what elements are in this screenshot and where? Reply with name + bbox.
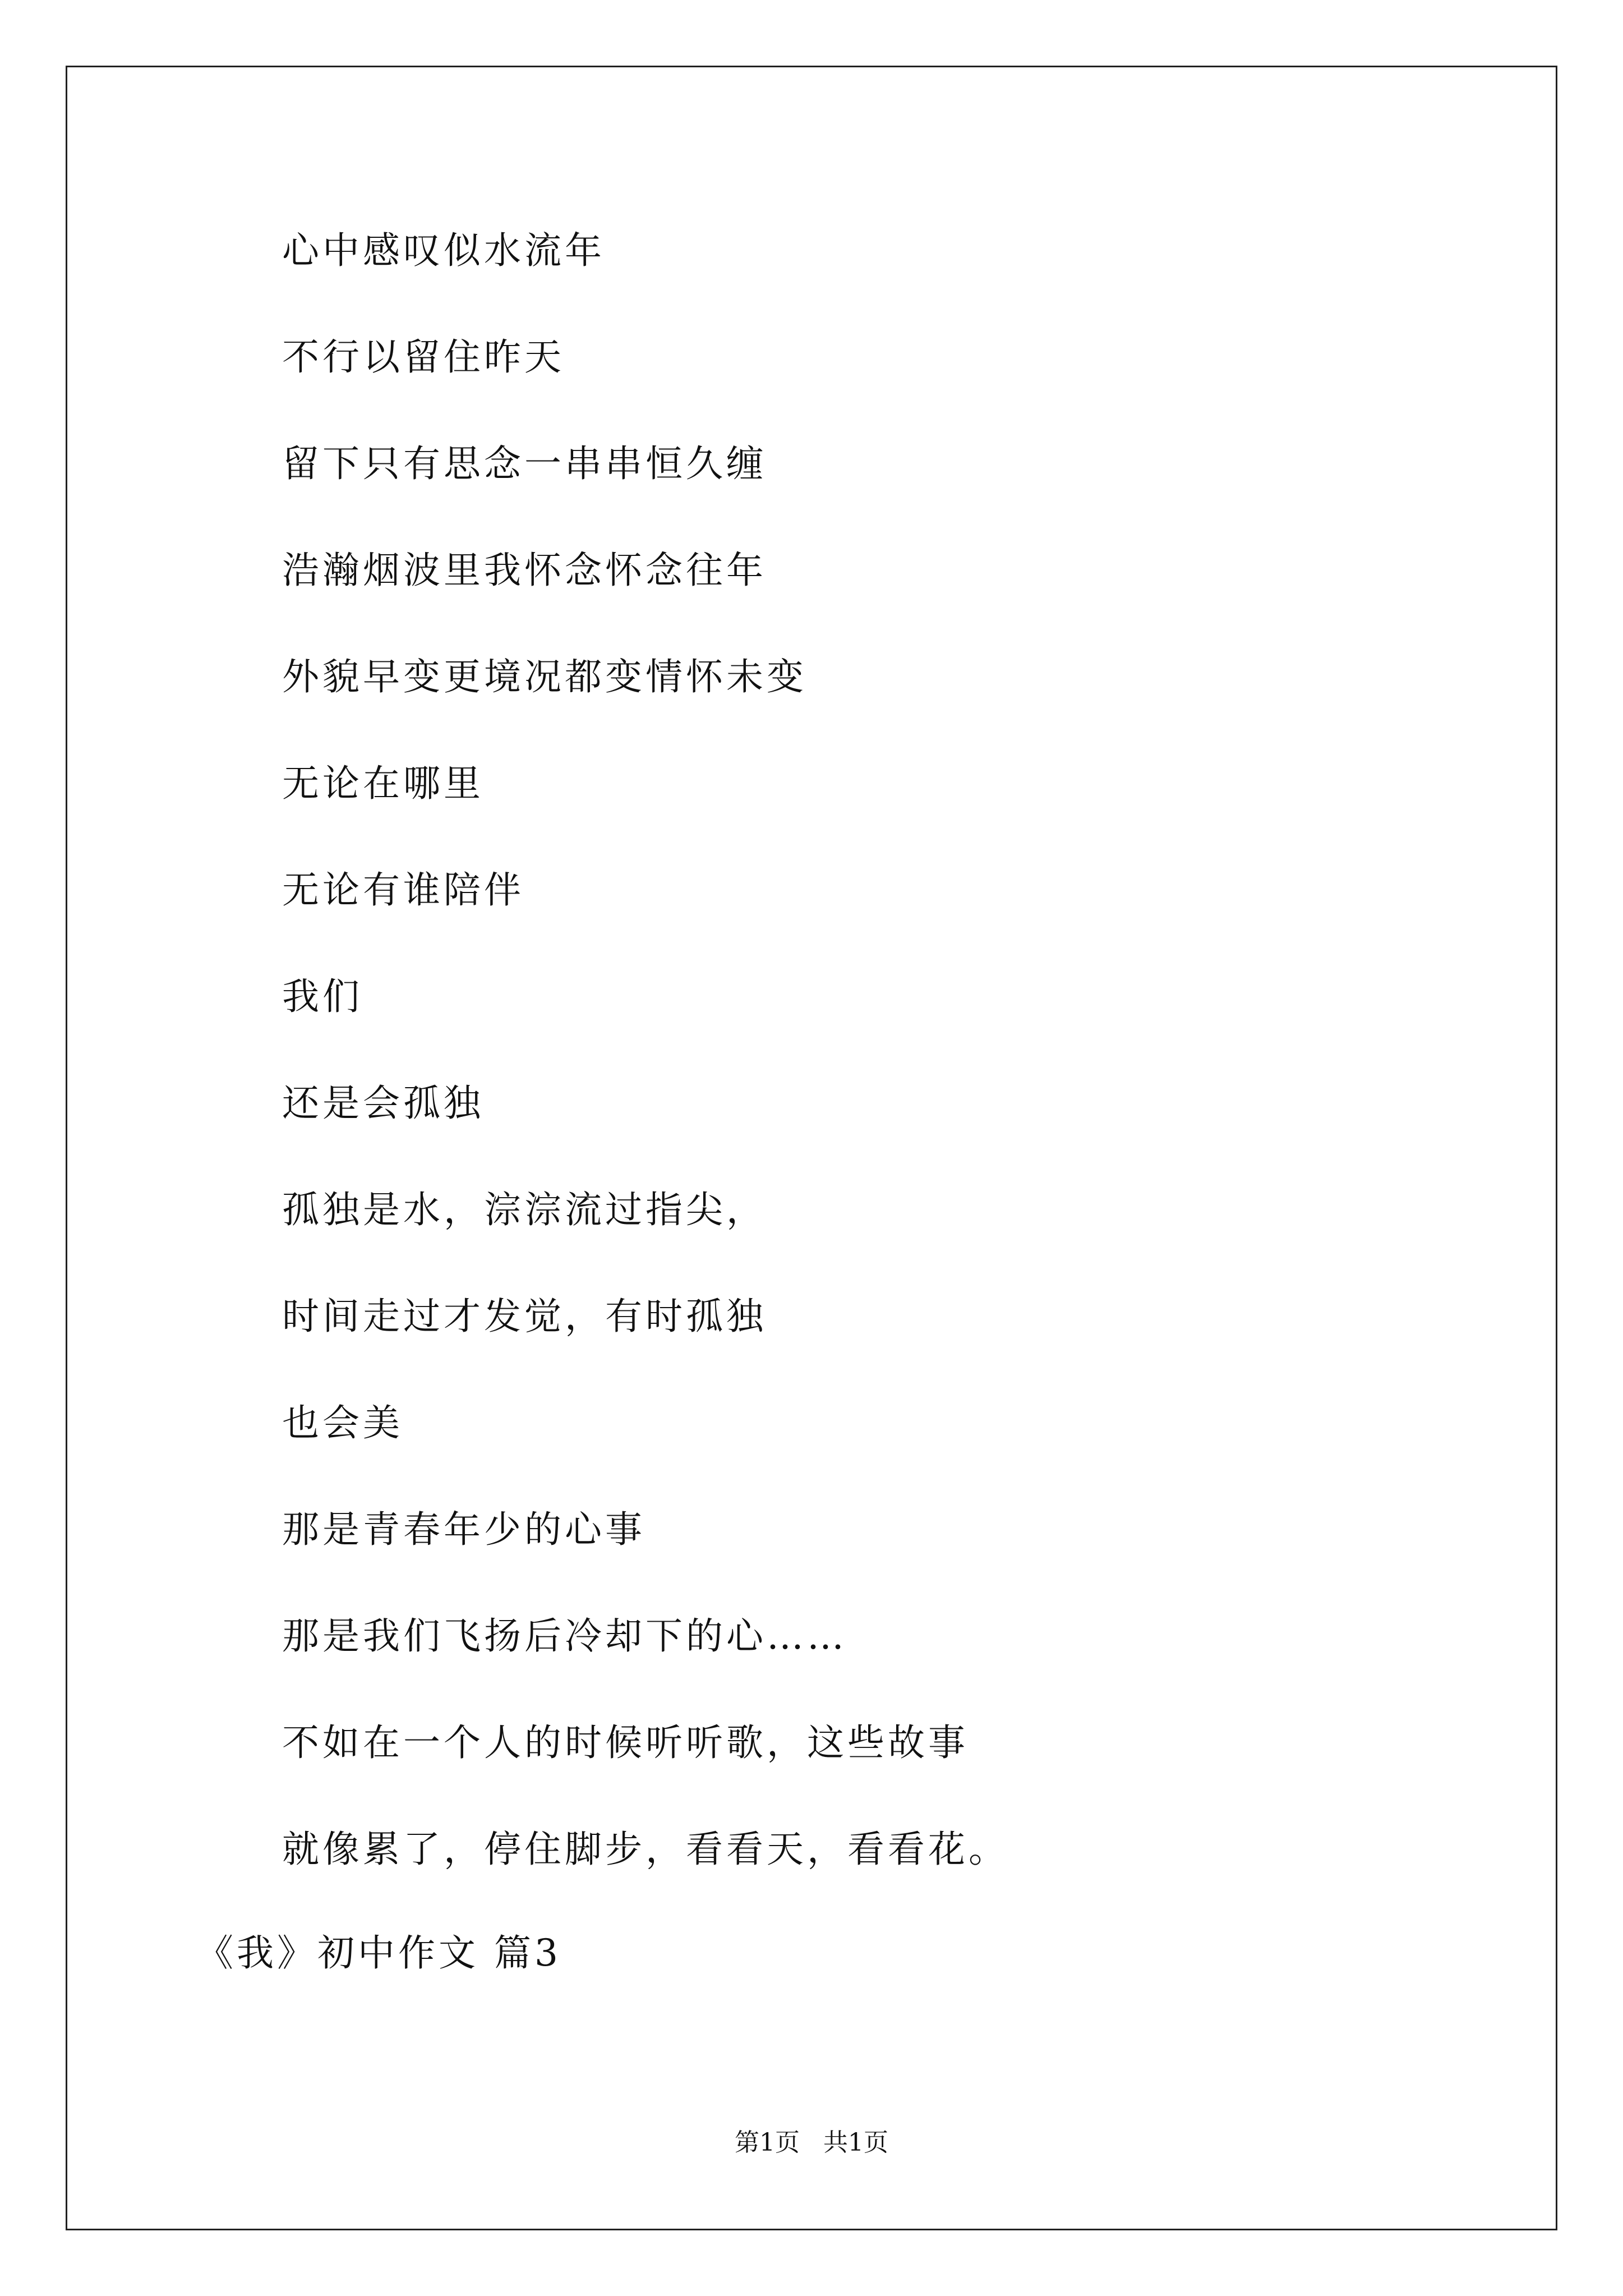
text-line: 外貌早变更境况都变情怀未变: [282, 655, 807, 698]
page-footer: 第1页 共1页: [735, 2128, 888, 2157]
section-heading: 《我》初中作文 篇3: [196, 1931, 561, 1975]
text-line: 我们: [282, 975, 363, 1018]
text-line: 也会美: [282, 1401, 403, 1444]
text-line: 无论有谁陪伴: [282, 868, 524, 912]
text-line: 浩瀚烟波里我怀念怀念往年: [282, 549, 767, 592]
text-line: 时间走过才发觉，有时孤独: [282, 1295, 767, 1338]
text-line: 孤独是水，淙淙流过指尖，: [282, 1188, 767, 1231]
page-border: [66, 66, 1557, 2230]
text-line: 无论在哪里: [282, 762, 484, 805]
text-line: 那是我们飞扬后冷却下的心……: [282, 1614, 847, 1658]
text-line: 留下只有思念一串串恒久缠: [282, 442, 767, 485]
text-line: 还是会孤独: [282, 1082, 484, 1125]
text-line: 那是青春年少的心事: [282, 1508, 645, 1551]
text-line: 不行以留住昨天: [282, 335, 565, 379]
text-line: 不如在一个人的时候听听歌，这些故事: [282, 1721, 969, 1764]
text-line: 心中感叹似水流年: [282, 229, 605, 272]
text-line: 就像累了，停住脚步，看看天，看看花。: [282, 1828, 1009, 1871]
